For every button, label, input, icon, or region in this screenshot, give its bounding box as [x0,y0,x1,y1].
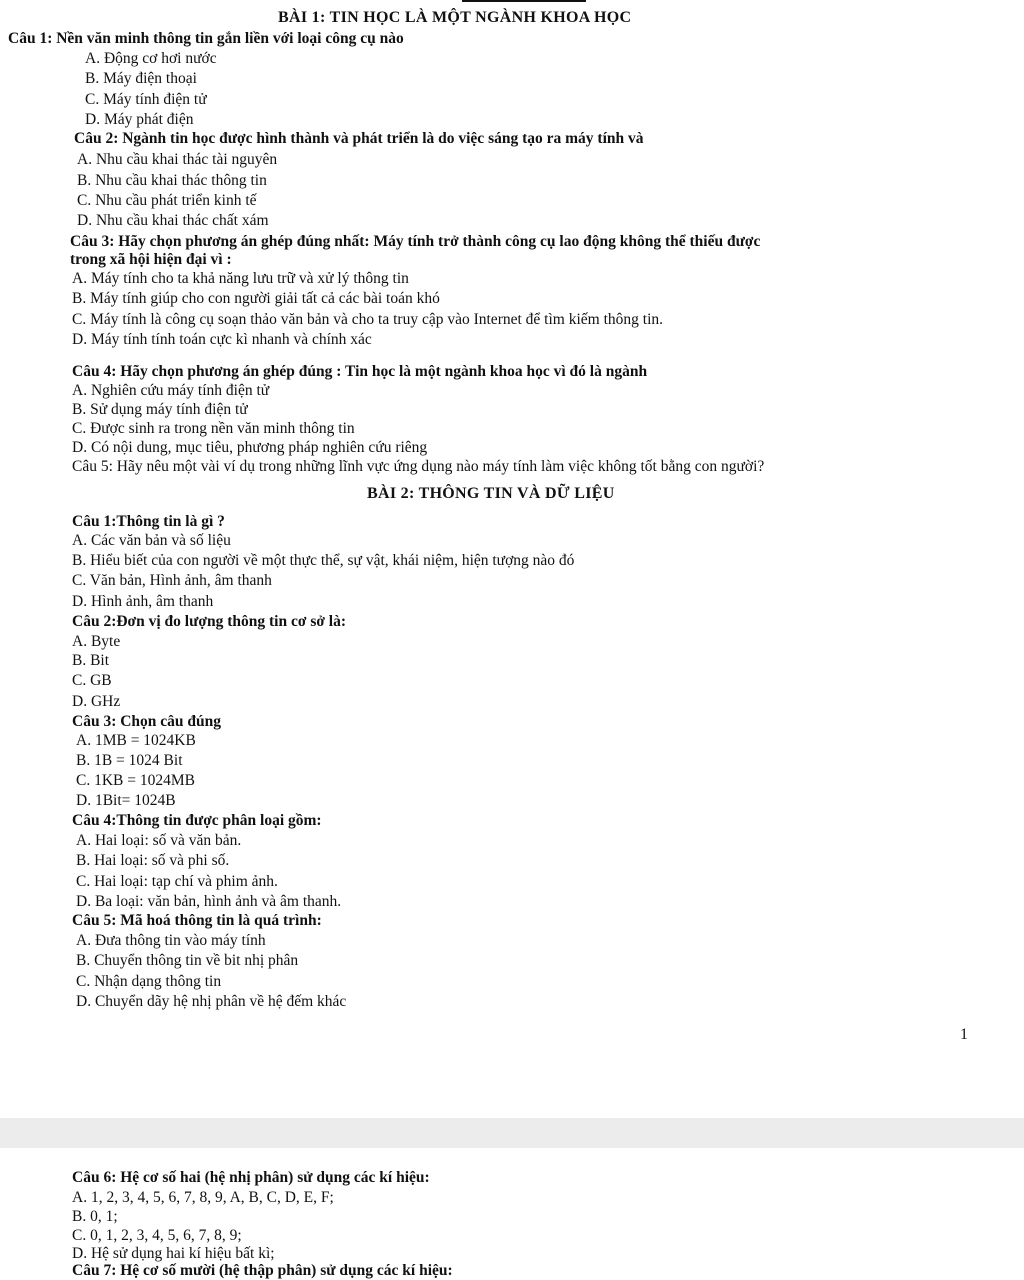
l2q4-option-d: D. Ba loại: văn bản, hình ảnh và âm thanh. [76,893,342,910]
q3-option-d: D. Máy tính tính toán cực kì nhanh và chính xác [72,331,372,348]
question-2: Câu 2: Ngành tin học được hình thành và phát triển là do việc sáng tạo ra máy tính và [74,130,644,147]
q2-option-d: D. Nhu cầu khai thác chất xám [77,212,269,229]
l2q6-option-a: A. 1, 2, 3, 4, 5, 6, 7, 8, 9, A, B, C, D, E, F; [72,1189,334,1206]
l2q4-option-c: C. Hai loại: tạp chí và phim ảnh. [76,873,278,890]
question-3-line-2: trong xã hội hiện đại vì : [70,251,232,268]
q3-option-b: B. Máy tính giúp cho con người giải tất cả các bài toán khó [72,290,440,307]
l2-question-3: Câu 3: Chọn câu đúng [72,713,222,730]
question-1: Câu 1: Nền văn minh thông tin gắn liền với loại công cụ nào [8,30,404,47]
header-rule [462,0,586,2]
l2q3-option-a: A. 1MB = 1024KB [76,732,196,749]
question-3-line-1: Câu 3: Hãy chọn phương án ghép đúng nhất: Máy tính trở thành công cụ lao động không thể thiếu được [70,233,761,250]
l2-question-7: Câu 7: Hệ cơ số mười (hệ thập phân) sử dụng các kí hiệu: [72,1262,453,1279]
l2-question-4: Câu 4:Thông tin được phân loại gồm: [72,812,322,829]
l2q6-option-c: C. 0, 1, 2, 3, 4, 5, 6, 7, 8, 9; [72,1227,242,1244]
page-separator [0,1118,1024,1148]
q2-option-a: A. Nhu cầu khai thác tài nguyên [77,151,278,168]
l2q5-option-a: A. Đưa thông tin vào máy tính [76,932,266,949]
q2-option-c: C. Nhu cầu phát triển kinh tế [77,192,257,209]
q1-option-b: B. Máy điện thoại [85,70,197,87]
l2q3-option-d: D. 1Bit= 1024B [76,792,176,809]
l2q5-option-b: B. Chuyển thông tin về bit nhị phân [76,952,299,969]
question-4: Câu 4: Hãy chọn phương án ghép đúng : Tin học là một ngành khoa học vì đó là ngành [72,363,648,380]
l2q5-option-d: D. Chuyển dãy hệ nhị phân về hệ đếm khác [76,993,347,1010]
l2q1-option-b: B. Hiểu biết của con người về một thực thể, sự vật, khái niệm, hiện tượng nào đó [72,552,575,569]
q3-option-a: A. Máy tính cho ta khả năng lưu trữ và xử lý thông tin [72,270,409,287]
lesson-1-title: BÀI 1: TIN HỌC LÀ MỘT NGÀNH KHOA HỌC [278,9,632,26]
l2q5-option-c: C. Nhận dạng thông tin [76,973,222,990]
q4-option-c: C. Được sinh ra trong nền văn minh thông tin [72,420,355,437]
l2-question-1: Câu 1:Thông tin là gì ? [72,513,225,530]
lesson-2-title: BÀI 2: THÔNG TIN VÀ DỮ LIỆU [367,485,615,502]
l2q3-option-b: B. 1B = 1024 Bit [76,752,183,769]
l2q2-option-c: C. GB [72,672,112,689]
l2-question-6: Câu 6: Hệ cơ số hai (hệ nhị phân) sử dụng các kí hiệu: [72,1169,430,1186]
l2q4-option-b: B. Hai loại: số và phi số. [76,852,230,869]
l2-question-5: Câu 5: Mã hoá thông tin là quá trình: [72,912,322,929]
q3-option-c: C. Máy tính là công cụ soạn thảo văn bản và cho ta truy cập vào Internet để tìm kiếm thông tin. [72,311,663,328]
l2q1-option-d: D. Hình ảnh, âm thanh [72,593,214,610]
l2-question-2: Câu 2:Đơn vị đo lượng thông tin cơ sở là: [72,613,347,630]
l2q2-option-d: D. GHz [72,693,121,710]
q4-option-b: B. Sử dụng máy tính điện tử [72,401,248,418]
l2q6-option-d: D. Hệ sử dụng hai kí hiệu bất kì; [72,1245,275,1262]
l2q3-option-c: C. 1KB = 1024MB [76,772,195,789]
q1-option-d: D. Máy phát điện [85,111,194,128]
q4-option-d: D. Có nội dung, mục tiêu, phương pháp nghiên cứu riêng [72,439,428,456]
l2q4-option-a: A. Hai loại: số và văn bản. [76,832,242,849]
l2q1-option-c: C. Văn bản, Hình ảnh, âm thanh [72,572,272,589]
q1-option-a: A. Động cơ hơi nước [85,50,217,67]
l2q1-option-a: A. Các văn bản và số liệu [72,532,231,549]
l2q2-option-a: A. Byte [72,633,121,650]
page-number: 1 [960,1026,968,1043]
q4-option-a: A. Nghiên cứu máy tính điện tử [72,382,270,399]
l2q2-option-b: B. Bit [72,652,110,669]
q2-option-b: B. Nhu cầu khai thác thông tin [77,172,267,189]
q1-option-c: C. Máy tính điện tử [85,91,207,108]
question-5: Câu 5: Hãy nêu một vài ví dụ trong những lĩnh vực ứng dụng nào máy tính làm việc không tốt bằng con người? [72,458,765,475]
l2q6-option-b: B. 0, 1; [72,1208,118,1225]
document-page-2 [0,1148,1024,1280]
